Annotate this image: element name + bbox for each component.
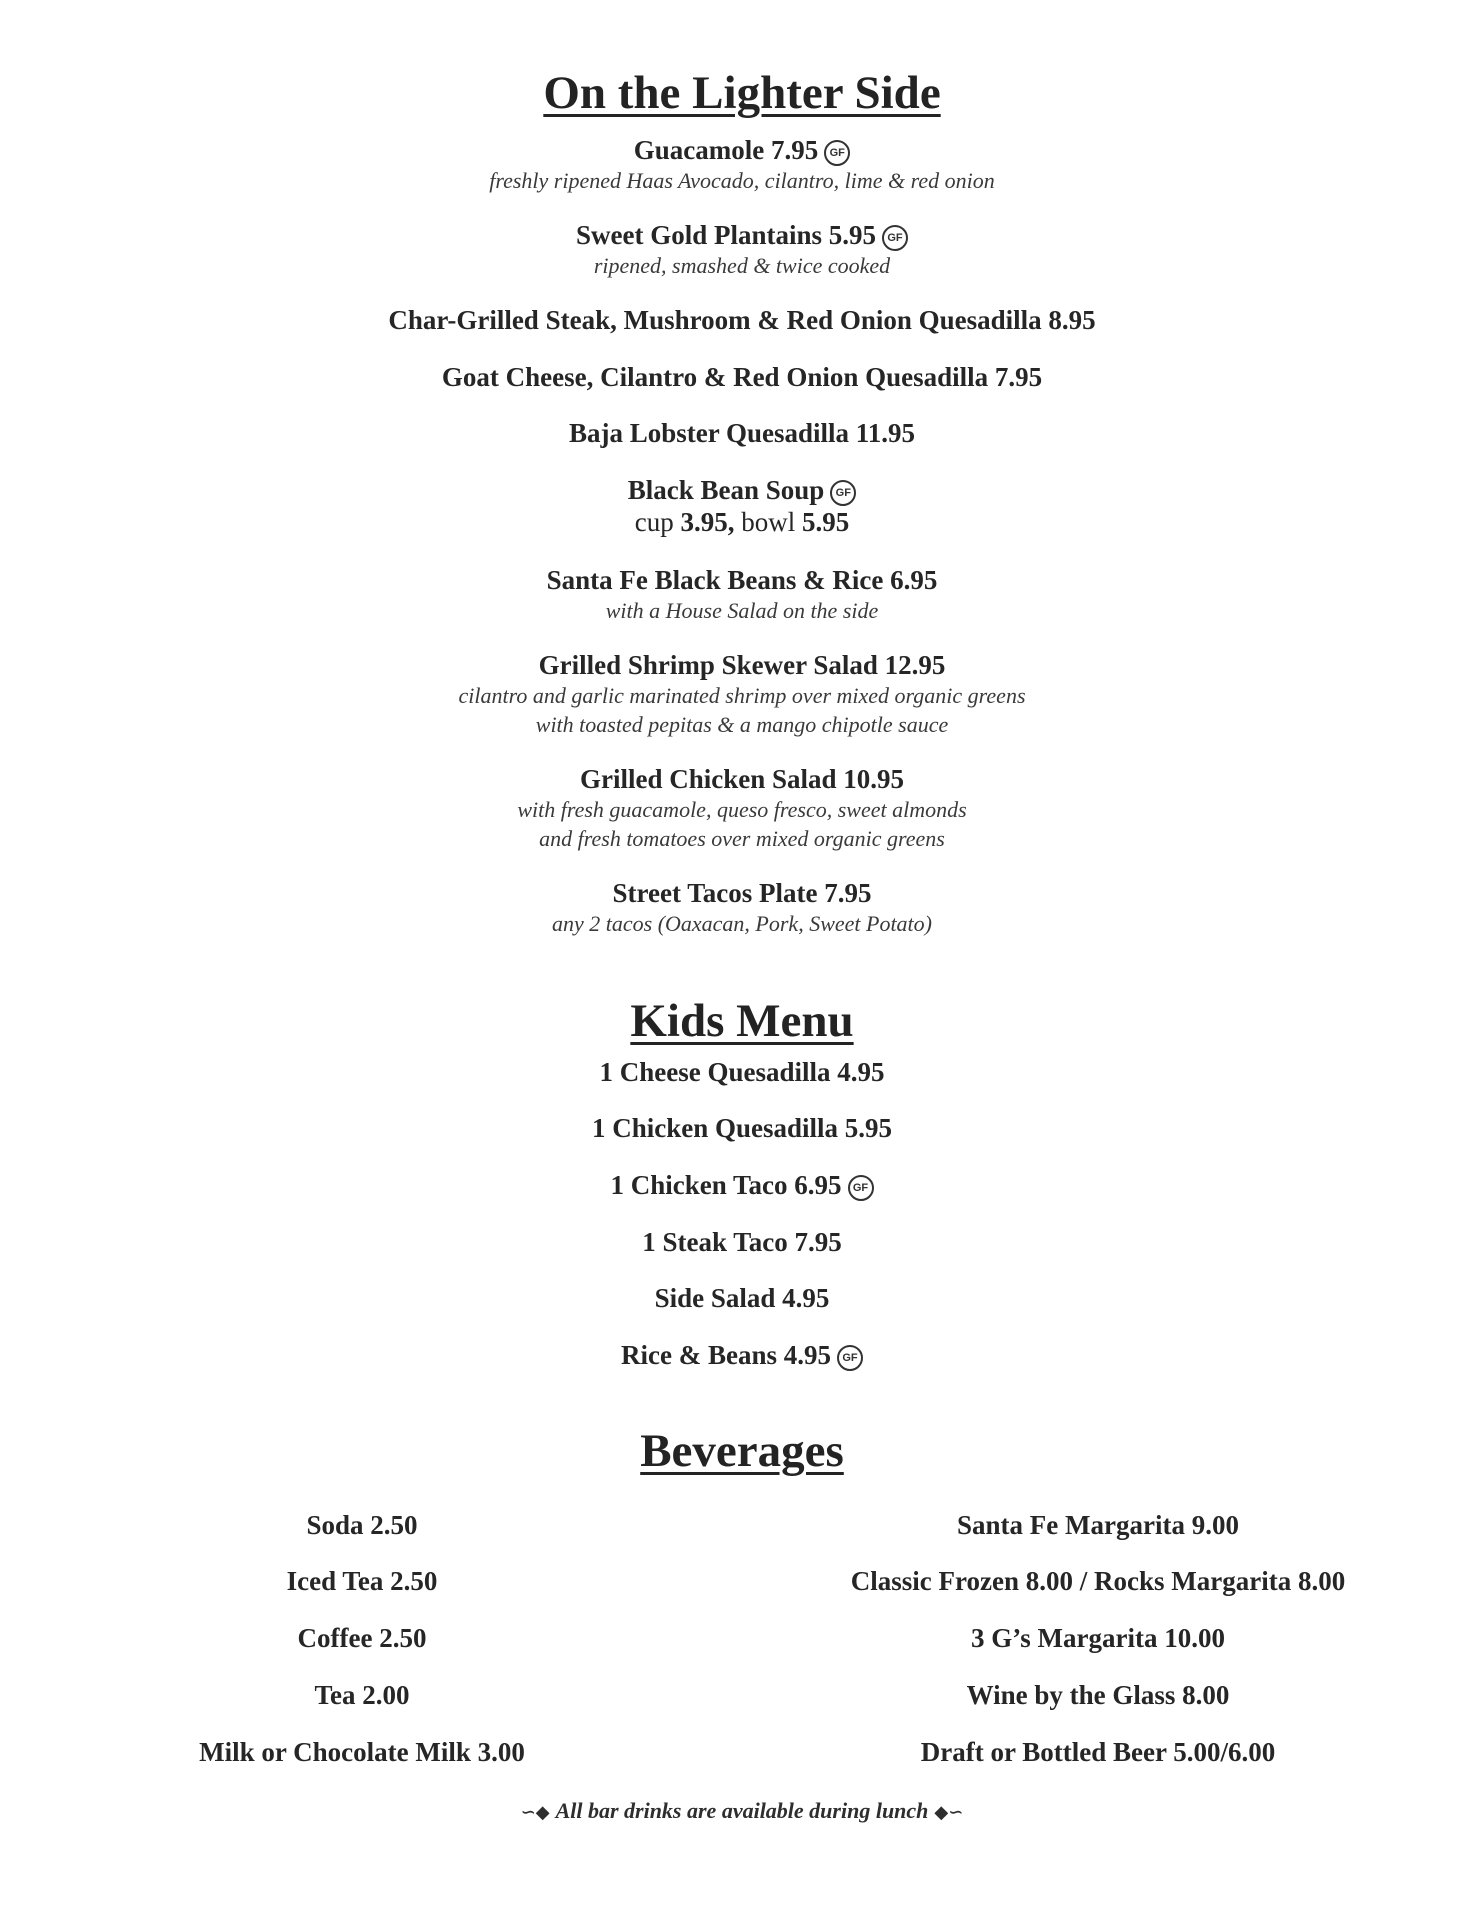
beverage-item: Iced Tea 2.50 (286, 1566, 438, 1596)
beverage-item: Classic Frozen 8.00 / Rocks Margarita 8.00 (850, 1566, 1346, 1596)
beverage-item: Soda 2.50 (306, 1510, 418, 1540)
menu-item-goat-quesadilla (0, 361, 1484, 393)
gluten-free-icon: GF (830, 480, 856, 506)
gluten-free-icon: GF (837, 1345, 863, 1371)
lighter-side-title: On the Lighter Side (543, 67, 941, 119)
item-name: Grilled Shrimp Skewer Salad 12.95 (538, 650, 946, 680)
kids-item: Side Salad 4.95 (654, 1283, 830, 1313)
menu-item-steak-quesadilla (0, 304, 1484, 336)
cup-price: 3.95, (680, 507, 735, 537)
gluten-free-icon: GF (848, 1175, 874, 1201)
menu-item-guacamole (0, 134, 1484, 195)
gluten-free-icon: GF (824, 140, 850, 166)
beverage-item: Santa Fe Margarita 9.00 (957, 1510, 1239, 1540)
item-description: and fresh tomatoes over mixed organic greens (539, 826, 945, 851)
item-name: Char-Grilled Steak, Mushroom & Red Onion Quesadilla 8.95 (388, 305, 1096, 335)
item-description: with toasted pepitas & a mango chipotle sauce (535, 712, 949, 737)
item-description: cilantro and garlic marinated shrimp over mixed organic greens (458, 683, 1026, 708)
item-sizes (0, 506, 1484, 538)
cup-label: cup (634, 507, 674, 537)
kids-item: Rice & Beans 4.95 GF (0, 1339, 1484, 1371)
menu-item-shrimp-salad (0, 649, 1484, 739)
kids-item: 1 Chicken Taco 6.95 GF (0, 1169, 1484, 1201)
ornament-right-icon: ◆∽ (934, 1802, 964, 1822)
item-description: with a House Salad on the side (605, 598, 879, 623)
item-description: with fresh guacamole, queso fresco, sweet almonds (517, 797, 967, 822)
item-description: any 2 tacos (Oaxacan, Pork, Sweet Potato) (551, 911, 932, 936)
menu-item-street-tacos (0, 877, 1484, 938)
bowl-label: bowl (741, 507, 796, 537)
kids-menu-title: Kids Menu (630, 995, 854, 1047)
beverage-item: Milk or Chocolate Milk 3.00 (199, 1737, 525, 1767)
bowl-price: 5.95 (801, 507, 850, 537)
item-name: Goat Cheese, Cilantro & Red Onion Quesadilla 7.95 (441, 362, 1043, 392)
item-name: Black Bean Soup (627, 475, 825, 505)
kids-item: 1 Steak Taco 7.95 (642, 1227, 842, 1257)
item-name: Street Tacos Plate 7.95 (612, 878, 872, 908)
beverage-item: Wine by the Glass 8.00 (966, 1680, 1230, 1710)
beverage-item: Tea 2.00 (314, 1680, 410, 1710)
kids-item: 1 Cheese Quesadilla 4.95 (599, 1057, 885, 1087)
item-name: Baja Lobster Quesadilla 11.95 (568, 418, 916, 448)
menu-item-beans-rice (0, 564, 1484, 625)
ornament-left-icon: ∽◆ (520, 1802, 550, 1822)
item-name: Santa Fe Black Beans & Rice 6.95 (546, 565, 938, 595)
item-description: ripened, smashed & twice cooked (593, 253, 891, 278)
item-name: Guacamole 7.95 (633, 135, 819, 165)
kids-item: 1 Chicken Quesadilla 5.95 (591, 1113, 893, 1143)
menu-item-lobster-quesadilla (0, 417, 1484, 449)
menu-item-chicken-salad (0, 763, 1484, 853)
item-name: Grilled Chicken Salad 10.95 (579, 764, 905, 794)
gluten-free-icon: GF (882, 225, 908, 251)
beverage-item: Draft or Bottled Beer 5.00/6.00 (920, 1737, 1276, 1767)
beverages-title: Beverages (640, 1425, 844, 1477)
menu-item-plantains (0, 219, 1484, 280)
beverage-item: 3 G’s Margarita 10.00 (971, 1623, 1225, 1653)
bar-drinks-note: ∽◆ All bar drinks are available during lunch ◆∽ (520, 1798, 964, 1823)
item-description: freshly ripened Haas Avocado, cilantro, lime & red onion (489, 168, 995, 193)
menu-item-black-bean-soup (0, 474, 1484, 538)
item-name: Sweet Gold Plantains 5.95 (575, 220, 877, 250)
beverage-item: Coffee 2.50 (297, 1623, 427, 1653)
